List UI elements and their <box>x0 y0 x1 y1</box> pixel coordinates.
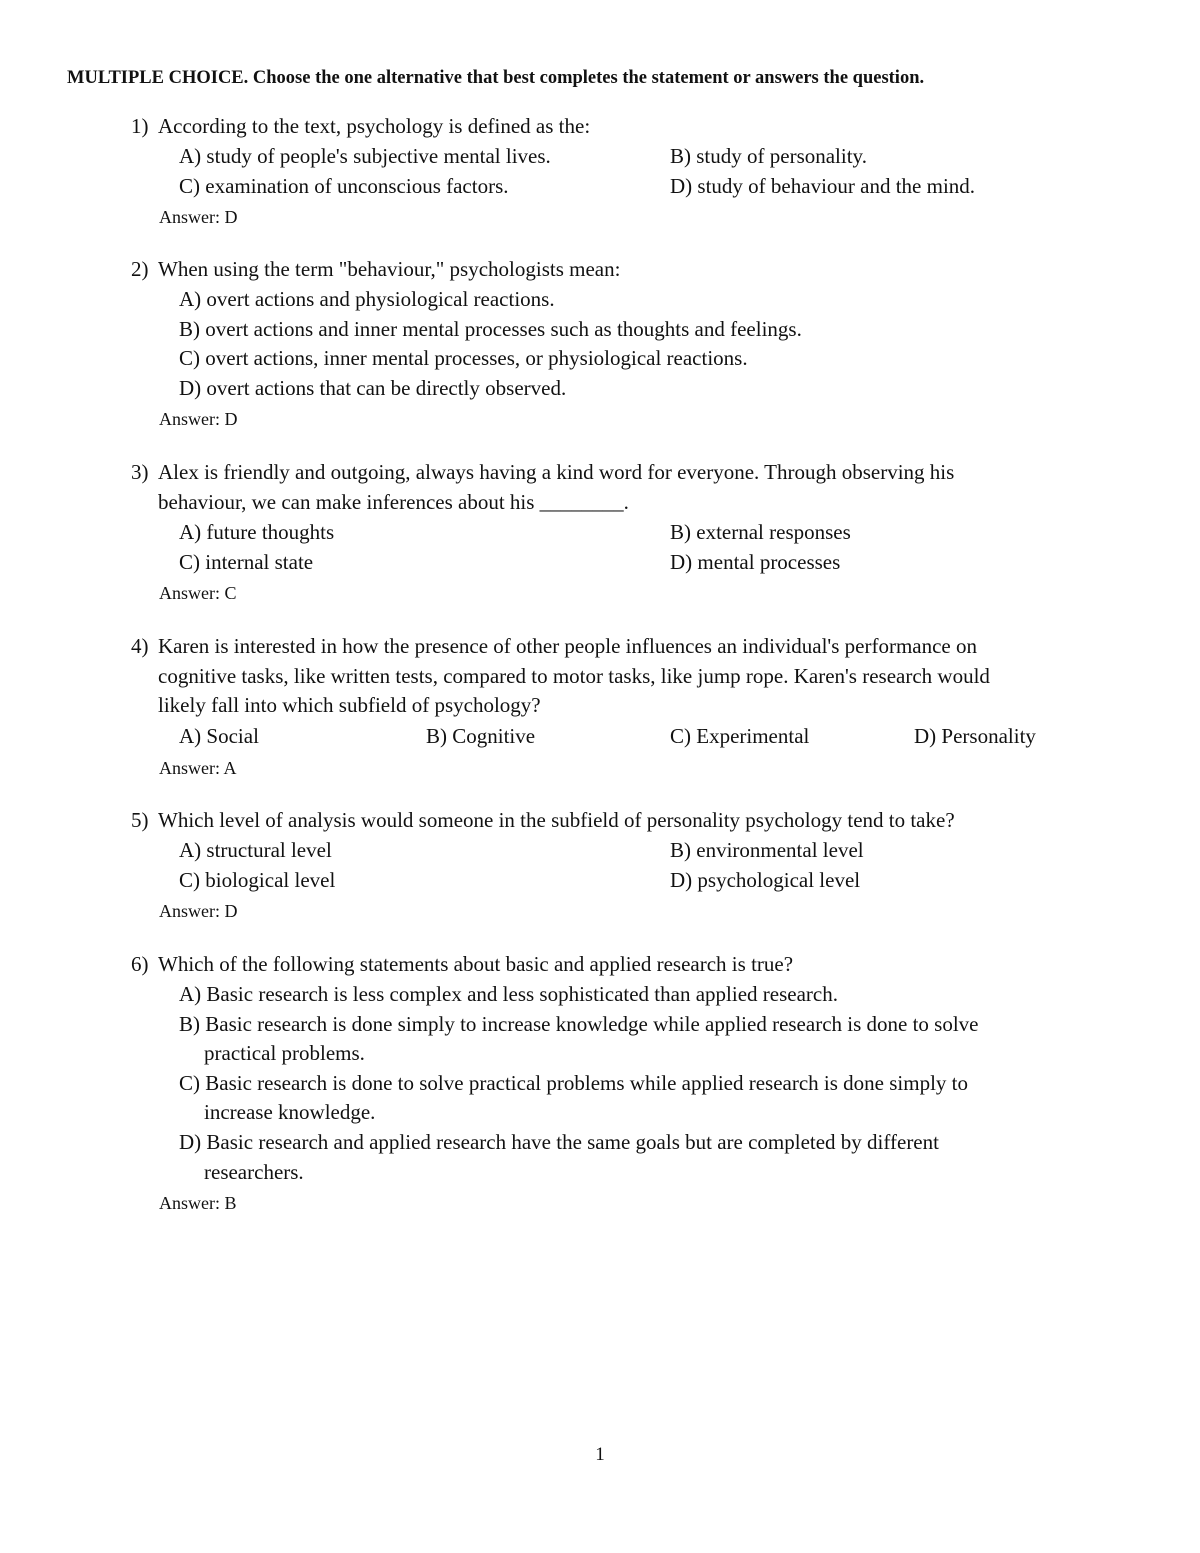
option-letter: D) <box>914 724 937 748</box>
option-letter: B) <box>179 1011 200 1036</box>
option-letter: C) <box>179 1070 200 1095</box>
answer-option-a <box>179 984 838 1005</box>
option-text: internal state <box>205 549 314 574</box>
question-stem-line: cognitive tasks, like written tests, compared to motor tasks, like jump rope. Karen's research would <box>158 663 990 688</box>
option-text: study of personality. <box>696 144 867 168</box>
answer-key: Answer: D <box>159 409 238 430</box>
answer-option-c <box>204 1102 375 1123</box>
question-number: 2) <box>131 257 149 281</box>
option-text: researchers. <box>204 1159 304 1184</box>
option-letter: D) <box>179 375 202 400</box>
option-letter: B) <box>670 144 691 168</box>
option-text: structural level <box>206 838 332 862</box>
answer-option-b <box>426 726 535 747</box>
question-number: 6) <box>131 952 149 976</box>
answer-option-d <box>670 549 841 574</box>
option-text: practical problems. <box>204 1041 365 1066</box>
option-letter: A) <box>179 144 202 168</box>
question-stem-line: According to the text, psychology is defined as the: <box>158 114 591 138</box>
option-letter: A) <box>179 724 202 748</box>
option-letter: A) <box>179 520 202 544</box>
answer-option-c <box>179 173 509 198</box>
option-letter: B) <box>426 724 447 748</box>
answer-option-b <box>670 840 864 861</box>
answer-option-d <box>670 867 861 892</box>
answer-key: Answer: C <box>159 583 237 604</box>
answer-option-a <box>179 840 332 861</box>
question-number: 5) <box>131 808 149 832</box>
option-letter: C) <box>670 724 691 748</box>
answer-option-c <box>179 1070 969 1095</box>
option-text: examination of unconscious factors. <box>205 173 509 198</box>
question-stem-line: When using the term "behaviour," psychologists mean: <box>158 257 621 281</box>
question-stem-line: Which level of analysis would someone in the subfield of personality psychology tend to take? <box>158 808 955 832</box>
option-text: Personality <box>941 724 1036 748</box>
answer-option-b <box>670 146 867 167</box>
option-letter: A) <box>179 982 202 1006</box>
section-header: MULTIPLE CHOICE. Choose the one alternative that best completes the statement or answers the question. <box>67 68 925 88</box>
option-letter: D) <box>670 549 693 574</box>
answer-option-c <box>179 549 314 574</box>
option-letter: D) <box>670 173 693 198</box>
option-text: Basic research is done simply to increase knowledge while applied research is done to solve <box>205 1011 979 1036</box>
answer-option-d <box>670 173 976 198</box>
option-letter: B) <box>670 520 691 544</box>
option-letter: B) <box>179 316 200 341</box>
answer-key: Answer: B <box>159 1193 237 1214</box>
option-text: environmental level <box>696 838 864 862</box>
question-number: 4) <box>131 634 149 658</box>
option-text: Social <box>206 724 259 748</box>
option-text: overt actions that can be directly observed. <box>206 375 567 400</box>
option-letter: A) <box>179 287 202 311</box>
answer-option-b <box>670 522 851 543</box>
option-text: Basic research is done to solve practical problems while applied research is done simply to <box>205 1070 969 1095</box>
question-number: 3) <box>131 460 149 484</box>
page-number: 1 <box>595 1444 605 1465</box>
answer-option-c <box>670 726 809 747</box>
option-text: biological level <box>205 867 336 892</box>
question-stem-line: Which of the following statements about basic and applied research is true? <box>158 952 794 976</box>
answer-option-d <box>914 726 1036 747</box>
answer-option-b <box>204 1043 365 1064</box>
answer-option-b <box>179 316 802 341</box>
question-stem-line: likely fall into which subfield of psychology? <box>158 693 541 718</box>
answer-option-d <box>179 1132 939 1153</box>
answer-option-a <box>179 522 334 543</box>
question-stem-line: behaviour, we can make inferences about his ________. <box>158 489 629 514</box>
answer-key: Answer: D <box>159 901 238 922</box>
option-text: study of people's subjective mental lives. <box>206 144 551 168</box>
answer-option-c <box>179 348 748 369</box>
option-text: increase knowledge. <box>204 1100 376 1125</box>
answer-option-a <box>179 146 551 167</box>
question-stem-line: Karen is interested in how the presence of other people influences an individual's performance on <box>158 634 977 658</box>
option-text: psychological level <box>697 867 861 892</box>
option-text: Cognitive <box>452 724 536 748</box>
option-text: overt actions and inner mental processes such as thoughts and feelings. <box>205 316 802 341</box>
answer-key: Answer: A <box>159 757 237 778</box>
option-letter: C) <box>179 867 200 892</box>
answer-key: Answer: D <box>159 207 238 228</box>
option-text: future thoughts <box>206 520 335 544</box>
question-stem-line: Alex is friendly and outgoing, always having a kind word for everyone. Through observing his <box>158 460 955 484</box>
answer-option-d <box>179 375 567 400</box>
option-letter: C) <box>179 173 200 198</box>
option-text: study of behaviour and the mind. <box>697 173 976 198</box>
option-text: overt actions, inner mental processes, or physiological reactions. <box>205 346 748 371</box>
answer-option-d <box>204 1159 304 1184</box>
answer-option-c <box>179 867 336 892</box>
option-letter: C) <box>179 346 200 371</box>
option-text: Basic research and applied research have the same goals but are completed by different <box>206 1130 939 1154</box>
answer-option-a <box>179 289 555 310</box>
option-text: overt actions and physiological reactions. <box>206 287 555 311</box>
option-text: external responses <box>696 520 851 544</box>
option-letter: A) <box>179 838 202 862</box>
answer-option-a <box>179 726 259 747</box>
option-letter: B) <box>670 838 691 862</box>
option-letter: D) <box>179 1130 202 1154</box>
option-text: Experimental <box>696 724 810 748</box>
question-number: 1) <box>131 114 149 138</box>
option-text: Basic research is less complex and less sophisticated than applied research. <box>206 982 838 1006</box>
option-letter: D) <box>670 867 693 892</box>
option-text: mental processes <box>697 549 841 574</box>
answer-option-b <box>179 1011 979 1036</box>
option-letter: C) <box>179 549 200 574</box>
